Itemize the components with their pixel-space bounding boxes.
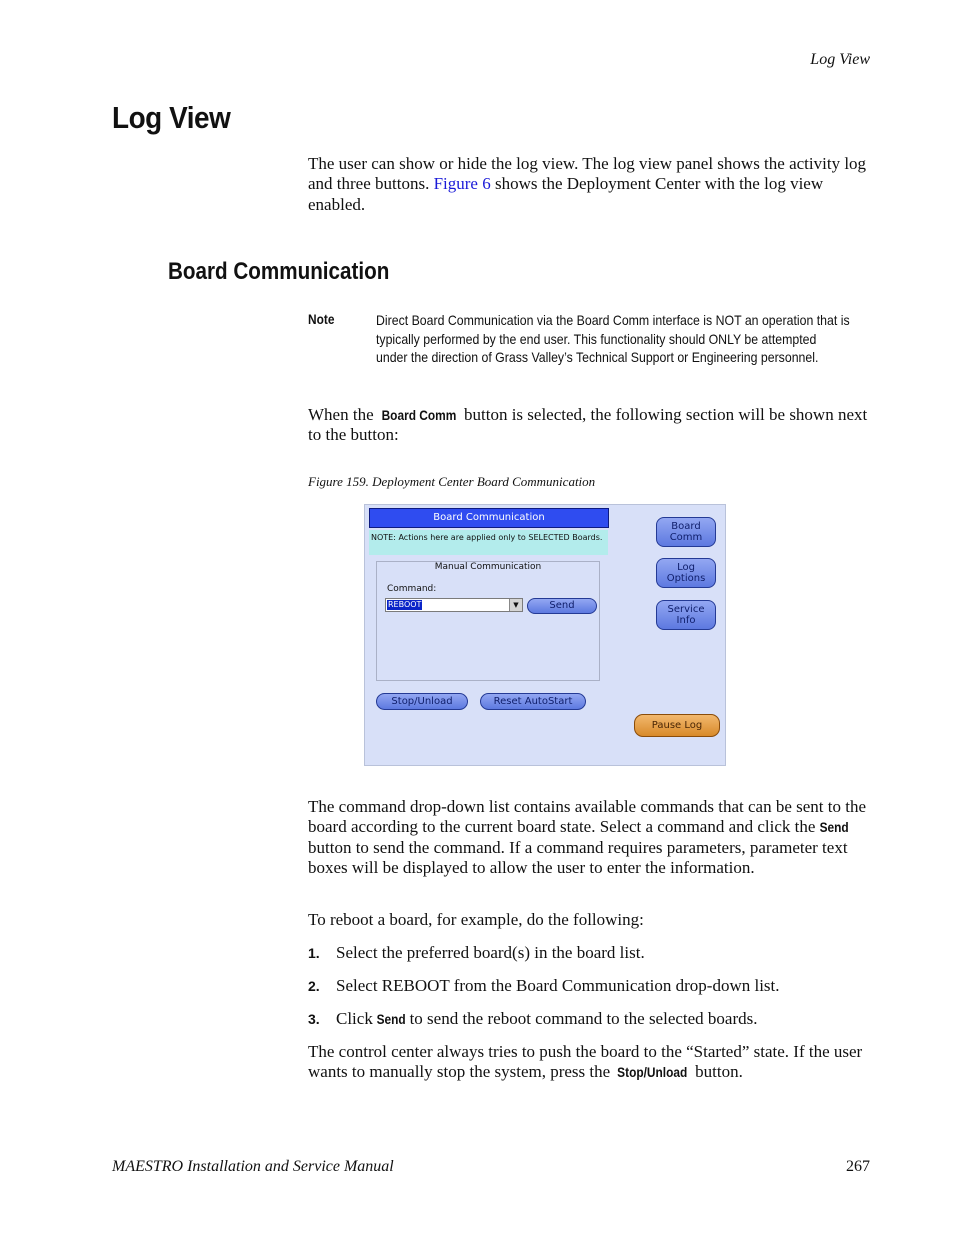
figure-6-link[interactable]: Figure 6 bbox=[433, 174, 491, 194]
command-paragraph bbox=[308, 797, 870, 878]
para-text: The command drop-down list contains available commands that can be sent to the board according to the current board state. Select a command and click the bbox=[308, 797, 867, 837]
para-text-cont: button to send the command. If a command requires parameters, parameter text boxes will be displayed to allow the user to enter the information. bbox=[308, 837, 848, 877]
figure-caption: Figure 159. Deployment Center Board Communication bbox=[308, 474, 596, 489]
command-dropdown[interactable] bbox=[385, 598, 523, 612]
para-text: The control center always tries to push the board to the “Started” state. If the user wants to manually stop the system, press the bbox=[308, 1042, 863, 1082]
panel-title: Board Communication bbox=[369, 508, 609, 528]
intro-paragraph bbox=[308, 154, 870, 215]
panel-note: NOTE: Actions here are applied only to SELECTED Boards. bbox=[369, 530, 608, 555]
step-number: 1. bbox=[308, 945, 320, 961]
intro-text-cont: shows the Deployment Center with the log view enabled. bbox=[308, 174, 824, 214]
board-communication-screenshot bbox=[364, 504, 726, 766]
log-options-button[interactable]: Log Options bbox=[656, 558, 716, 588]
running-header: Log View bbox=[810, 51, 870, 68]
step-text bbox=[336, 1009, 758, 1029]
step-text-pre: Click bbox=[336, 1009, 378, 1028]
chevron-down-icon[interactable]: ▼ bbox=[509, 599, 522, 611]
step-text-post: to send the reboot command to the selected boards. bbox=[405, 1009, 758, 1028]
intro-text: The user can show or hide the log view. The log view panel shows the activity log and three buttons. bbox=[308, 154, 867, 194]
para-text-cont: button is selected, the following section will be shown next to the button: bbox=[308, 405, 868, 445]
send-command: Send bbox=[819, 819, 849, 836]
board-comm-command: Board Comm bbox=[381, 407, 457, 423]
step-1 bbox=[308, 943, 870, 963]
stop-unload-button[interactable]: Stop/Unload bbox=[376, 693, 468, 710]
step-3 bbox=[308, 1009, 870, 1029]
note-text: Direct Board Communication via the Board Comm interface is NOT an operation that is typically performed by the end user. This functionality should ONLY be attempted under the direction of Grass Valley’s Technical Support or Engineering personnel. bbox=[376, 312, 850, 366]
pause-log-button[interactable]: Pause Log bbox=[634, 714, 720, 737]
section-title: Log View bbox=[112, 100, 231, 135]
reset-autostart-button[interactable]: Reset AutoStart bbox=[480, 693, 586, 710]
step-2 bbox=[308, 976, 870, 996]
step-number: 2. bbox=[308, 978, 320, 994]
command-label: Command: bbox=[387, 584, 437, 594]
step-number: 3. bbox=[308, 1011, 320, 1027]
page-number: 267 bbox=[846, 1158, 870, 1175]
step-text: Select the preferred board(s) in the board list. bbox=[336, 943, 645, 962]
send-command: Send bbox=[376, 1011, 406, 1027]
step-text: Select REBOOT from the Board Communication drop-down list. bbox=[336, 976, 780, 995]
para-text-cont: button. bbox=[690, 1062, 743, 1082]
board-comm-button[interactable]: Board Comm bbox=[656, 517, 716, 547]
send-button[interactable]: Send bbox=[527, 598, 597, 614]
control-paragraph bbox=[308, 1042, 870, 1083]
service-info-button[interactable]: Service Info bbox=[656, 600, 716, 630]
stop-unload-command: Stop/Unload bbox=[617, 1064, 688, 1081]
para-text: When the bbox=[308, 405, 378, 424]
reboot-paragraph: To reboot a board, for example, do the following: bbox=[308, 910, 644, 929]
footer-manual-title: MAESTRO Installation and Service Manual bbox=[112, 1158, 394, 1175]
dropdown-value: REBOOT bbox=[388, 600, 422, 609]
note-label: Note bbox=[308, 311, 335, 327]
subsection-title: Board Communication bbox=[168, 258, 390, 285]
group-title: Manual Communication bbox=[434, 562, 542, 572]
board-comm-paragraph bbox=[308, 405, 870, 446]
manual-communication-group bbox=[376, 561, 600, 681]
